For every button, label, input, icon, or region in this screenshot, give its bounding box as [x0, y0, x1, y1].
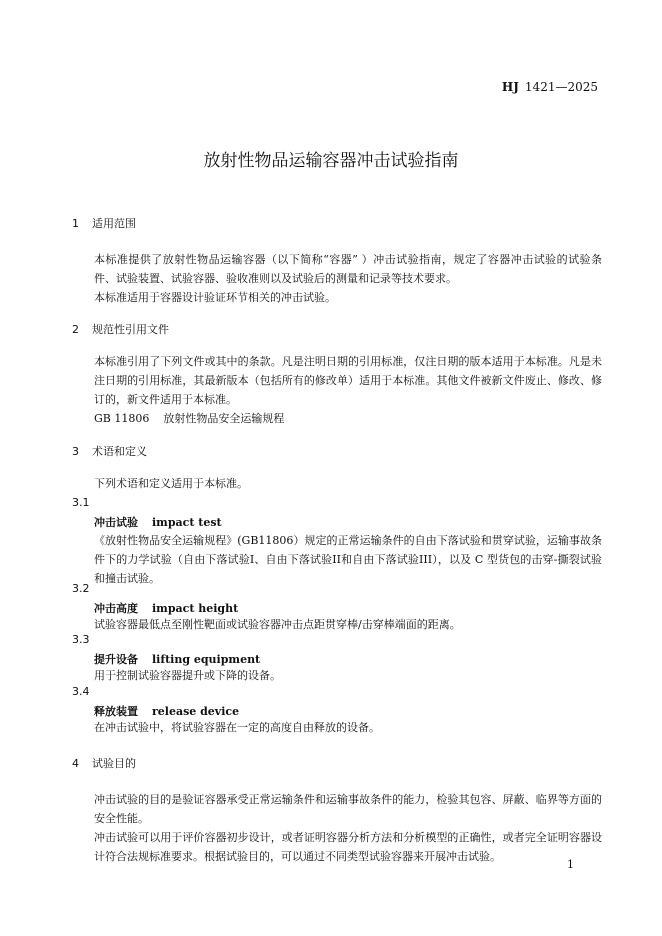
- term-number: 3.2: [72, 582, 90, 595]
- section-title: 试验目的: [92, 757, 136, 770]
- paragraph-text: 本标准引用了下列文件或其中的条款。凡是注明日期的引用标准，仅注日期的版本适用于本标准。凡是未注日期的引用标准，其最新版本（包括所有的修改单）适用于本标准。其他文件被新文件废止、修改、修订的，新文件适用于本标准。: [94, 355, 602, 406]
- section-title: 术语和定义: [92, 445, 147, 458]
- section-number: 1: [72, 217, 79, 230]
- paragraph: [72, 790, 602, 866]
- paragraph-text: 用于控制试验容器提升或下降的设备。: [94, 669, 281, 682]
- section-number: 2: [72, 323, 79, 336]
- section-heading-1: [72, 215, 136, 231]
- code-prefix: HJ: [501, 80, 519, 94]
- term-heading: [94, 514, 222, 530]
- term-cn: 提升设备: [94, 653, 138, 666]
- section-heading-4: [72, 755, 136, 771]
- paragraph-text: 《放射性物品安全运输规程》(GB11806）规定的正常运输条件的自由下落试验和贯穿试验，运输事故条件下的力学试验（自由下落试验I、自由下落试验II和自由下落试验III），以及 C 型货包的击穿-撕裂试验和撞击试验。: [94, 534, 602, 585]
- page-number: 1: [567, 858, 574, 871]
- section-heading-2: [72, 321, 169, 337]
- paragraph-text: 冲击试验的目的是验证容器承受正常运输条件和运输事故条件的能力，检验其包容、屏蔽、临界等方面的安全性能。: [94, 793, 602, 825]
- paragraph: [72, 250, 602, 307]
- section-heading-3: [72, 443, 147, 459]
- reference-line: [72, 409, 602, 428]
- term-heading: [94, 600, 238, 616]
- term-number: 3.1: [72, 496, 90, 509]
- reference-code: GB 11806: [94, 412, 150, 425]
- page-title: 放射性物品运输容器冲击试验指南: [203, 151, 459, 171]
- term-definition: [72, 615, 602, 634]
- term-cn: 冲击高度: [94, 602, 138, 615]
- paragraph: [72, 474, 602, 493]
- paragraph-text: 在冲击试验中，将试验容器在一定的高度自由释放的设备。: [94, 721, 380, 734]
- paragraph: [72, 352, 602, 428]
- term-number: 3.3: [72, 633, 90, 646]
- reference-title: 放射性物品安全运输规程: [163, 412, 285, 425]
- section-number: 3: [72, 445, 79, 458]
- term-cn: 释放装置: [94, 705, 138, 718]
- term-definition: [72, 666, 602, 685]
- section-title: 规范性引用文件: [92, 323, 169, 336]
- term-definition: [72, 531, 602, 588]
- paragraph-text: 下列术语和定义适用于本标准。: [94, 477, 248, 490]
- term-cn: 冲击试验: [94, 516, 138, 529]
- paragraph-text: 试验容器最低点至刚性靶面或试验容器冲击点距贯穿棒/击穿棒端面的距离。: [94, 618, 461, 631]
- term-definition: [72, 718, 602, 737]
- term-en: release device: [152, 705, 240, 718]
- section-number: 4: [72, 757, 79, 770]
- code-number: 1421—2025: [524, 80, 598, 94]
- section-title: 适用范围: [92, 217, 136, 230]
- term-heading: [94, 651, 260, 667]
- term-en: impact height: [152, 602, 239, 615]
- term-heading: [94, 703, 239, 719]
- paragraph-text: 冲击试验可以用于评价容器初步设计，或者证明容器分析方法和分析模型的正确性，或者完全证明容器设计符合法规标准要求。根据试验目的，可以通过不同类型试验容器来开展冲击试验。: [94, 831, 602, 863]
- term-en: lifting equipment: [152, 653, 261, 666]
- document-code: [502, 80, 598, 94]
- term-en: impact test: [152, 516, 222, 529]
- paragraph-text: 本标准适用于容器设计验证环节相关的冲击试验。: [94, 291, 336, 304]
- paragraph-text: 本标准提供了放射性物品运输容器（以下简称“容器” ）冲击试验指南，规定了容器冲击试验的试验条件、试验装置、试验容器、验收准则以及试验后的测量和记录等技术要求。: [94, 253, 602, 285]
- term-number: 3.4: [72, 685, 90, 698]
